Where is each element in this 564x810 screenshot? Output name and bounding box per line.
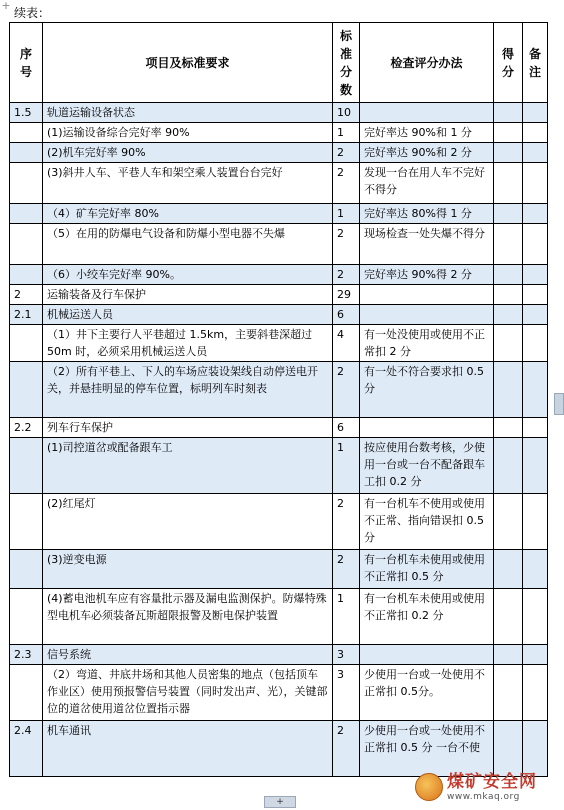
continued-label: 续表： (14, 6, 51, 20)
header-score: 标 准 分 数 (333, 23, 360, 103)
table-row: (2)机车完好率 90% 2 完好率达 90%和 2 分 (10, 143, 548, 163)
scoring-table (9, 22, 548, 777)
table-row: （2）所有平巷上、下人的车场应装设架线自动停送电开关，并悬挂明显的停车位置，标明列车时刻表 2 有一处不符合要求扣 0.5 分 (10, 362, 548, 418)
watermark-url: www.mkaq.org (447, 792, 520, 802)
bottom-expand-handle[interactable]: + (264, 796, 296, 808)
table-row: (3)斜井人车、平巷人车和架空乘人装置台台完好 2 发现一台在用人车不完好不得分 (10, 163, 548, 204)
table-row: （1）井下主要行人平巷超过 1.5km，主要斜巷深超过 50m 时，必须采用机械运送人员 4 有一处没使用或使用不正常扣 2 分 (10, 325, 548, 362)
table-row: （5）在用的防爆电气设备和防爆小型电器不失爆 2 现场检查一处失爆不得分 (10, 224, 548, 265)
table-row: （6）小绞车完好率 90%。 2 完好率达 90%得 2 分 (10, 265, 548, 285)
table-row: 2.2 列车行车保护 6 (10, 418, 548, 438)
table-row: 1.5 轨道运输设备状态 10 (10, 103, 548, 123)
table-row: (4)蓄电池机车应有容量批示器及漏电监测保护。防爆特殊型电机车必须装备瓦斯超限报警及断电保护装置 1 有一台机车未使用或使用不正常扣 0.2 分 (10, 589, 548, 645)
watermark-title: 煤矿安全网 (447, 772, 537, 792)
header-item: 项目及标准要求 (43, 23, 333, 103)
table-row: (1)司控道岔或配备跟车工 1 按应使用台数考核，少使用一台或一台不配备跟车工扣 0.2 分 (10, 438, 548, 494)
table-move-handle[interactable]: + (1, 0, 11, 12)
table-row: (2)红尾灯 2 有一台机车不使用或使用不正常、指向错误扣 0.5 分 (10, 494, 548, 550)
header-note: 备 注 (523, 23, 548, 103)
table-row: 2 运输装备及行车保护 29 (10, 285, 548, 305)
table-row: 2.1 机械运送人员 6 (10, 305, 548, 325)
table-row: 2.3 信号系统 3 (10, 645, 548, 665)
header-got: 得 分 (494, 23, 523, 103)
header-row (10, 23, 548, 103)
side-scroll-handle[interactable] (554, 393, 564, 415)
table-row: (3)逆变电源 2 有一台机车未使用或使用不正常扣 0.5 分 (10, 550, 548, 589)
table-row: （4）矿车完好率 80% 1 完好率达 80%得 1 分 (10, 204, 548, 224)
table-row: （2）弯道、井底井场和其他人员密集的地点（包括顶车作业区）使用预报警信号装置（同时发出声、光），关键部位的道岔使用道岔位置指示器 3 少使用一台或一处使用不正常扣 0.5分。 (10, 665, 548, 721)
site-watermark (415, 768, 560, 806)
watermark-logo-icon (415, 773, 443, 801)
table-row: 2.4 机车通讯 2 少使用一台或一处使用不正常扣 0.5 分 一台不使 (10, 721, 548, 777)
table-row: (1)运输设备综合完好率 90% 1 完好率达 90%和 1 分 (10, 123, 548, 143)
header-seq: 序 号 (10, 23, 43, 103)
header-method: 检查评分办法 (360, 23, 494, 103)
